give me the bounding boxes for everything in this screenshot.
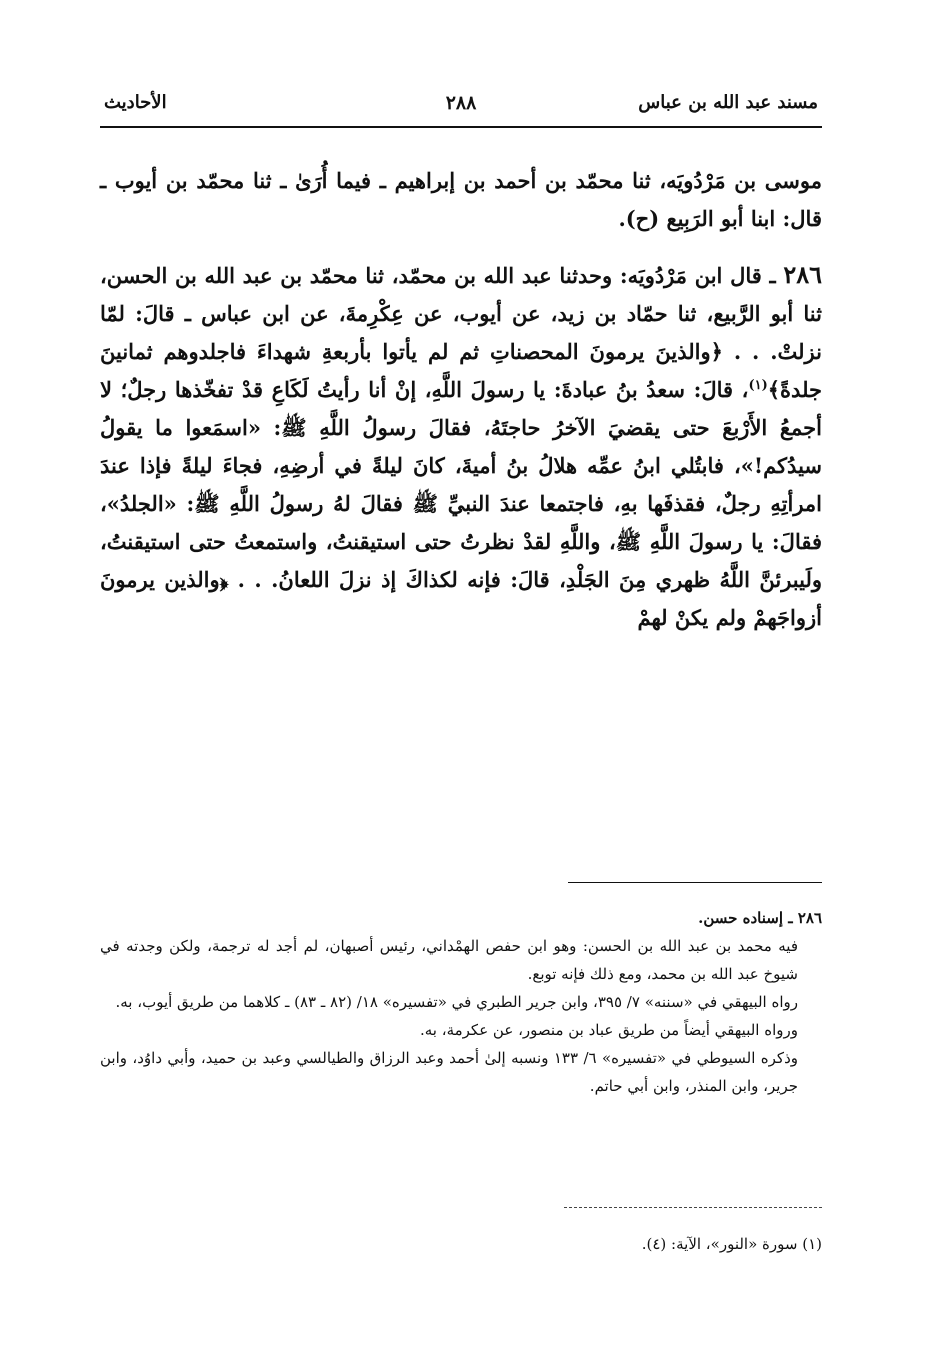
main-text <box>100 162 822 637</box>
note-line: فيه محمد بن عبد الله بن الحسن: وهو ابن حفص الهمْداني، رئيس أصبهان، لم أجد له ترجمة، ولكن وجدته في شيوخ عبد الله بن محمد، ومع ذلك فإنه توبع. <box>100 937 798 983</box>
hadith-paragraph <box>100 256 822 637</box>
commentary-notes <box>100 904 822 1100</box>
note-line: وذكره السيوطي في «تفسيره» ٦/ ١٣٣ ونسبه إلىٰ أحمد وعبد الرزاق والطيالسي وعبد بن حميد، وأبي داوُد، وابن جرير، وابن المنذر، وابن أبي حاتم. <box>100 1049 798 1095</box>
hadith-number: ٢٨٦ <box>783 260 823 289</box>
hadith-text-continued: ، قالَ: سعدُ بنُ عبادةَ: يا رسولَ اللَّهِ، إنْ أنا رأيتُ لَكَاعِ قدْ تفخّذها رجلٌ؛ لا أجمعُ الأَرْبعَ حتى يقضيَ الآخرُ حاجتَهُ، فقالَ رسولُ اللَّهِ ﷺ: «اسمَعوا ما يقولُ سيدُكم!»، فابتُلي ابنُ عمِّه هلالُ بنُ أميةَ، كانَ ليلةً في أرضِهِ، فجاءَ ليلةً فإذا عندَ امرأتِهِ رجلٌ، فقذفَها بهِ، فاجتمعا عندَ النبيِّ ﷺ فقالَ لهُ رسولُ اللَّهِ ﷺ: «الجلدُ»، فقالَ: يا رسولَ اللَّهِ ﷺ، واللَّهِ لقدْ نظرتُ حتى استيقنتُ، واستمعتُ حتى استيقنتُ، ولَيبرئنَّ اللَّهُ ظهري مِنَ الجَلْدِ، قالَ: فإنه لكذاكَ إذ نزلَ اللعانُ. . . ﴿والذين يرمونَ أزواجَهمْ ولم يكنْ لهمْ <box>100 377 822 630</box>
hadith-text: ـ قال ابن مَرْدُويَه: وحدثنا عبد الله بن محمّد، ثنا محمّد بن عبد الله بن الحسن، ثنا أبو الرَّبيع، ثنا حمّاد بن زيد، عن أيوب، عن عِكْرِمةَ، عن ابن عباس ـ قالَ: لمّا نزلتْ. . . ﴿والذينَ يرمونَ المحصناتِ ثم لم يأتوا بأربعةِ شهداءَ فاجلدوهم ثمانينَ جلدةً﴾ <box>100 263 822 402</box>
footnote-reference[interactable]: (١) <box>748 378 768 393</box>
footnote-text: (١) سورة «النور»، الآية: (٤). <box>641 1235 822 1253</box>
section-title: الأحاديث <box>104 92 167 113</box>
book-title: مسند عبد الله بن عباس <box>638 92 818 113</box>
narration-chain-paragraph: موسى بن مَرْدُويَه، ثنا محمّد بن أحمد بن إبراهيم ـ فيما أُرَىٰ ـ ثنا محمّد بن أيوب ـ قال: ابنا أبو الرَبِيع (ح). <box>100 168 822 231</box>
header-divider <box>100 126 822 128</box>
running-header <box>104 92 818 124</box>
page-number: ٢٨٨ <box>445 92 477 114</box>
notes-heading: ٢٨٦ ـ إسناده حسن. <box>698 909 822 927</box>
footnote-divider <box>564 1207 822 1208</box>
note-line: ورواه البيهقي أيضاً من طريق عباد بن منصور، عن عكرمة، به. <box>419 1021 798 1039</box>
note-line: رواه البيهقي في «سننه» ٧/ ٣٩٥، وابن جرير الطبري في «تفسيره» ١٨/ (٨٢ ـ ٨٣) ـ كلاهما من طريق أيوب، به. <box>115 993 798 1011</box>
notes-divider <box>568 882 822 883</box>
footnote <box>100 1230 822 1258</box>
